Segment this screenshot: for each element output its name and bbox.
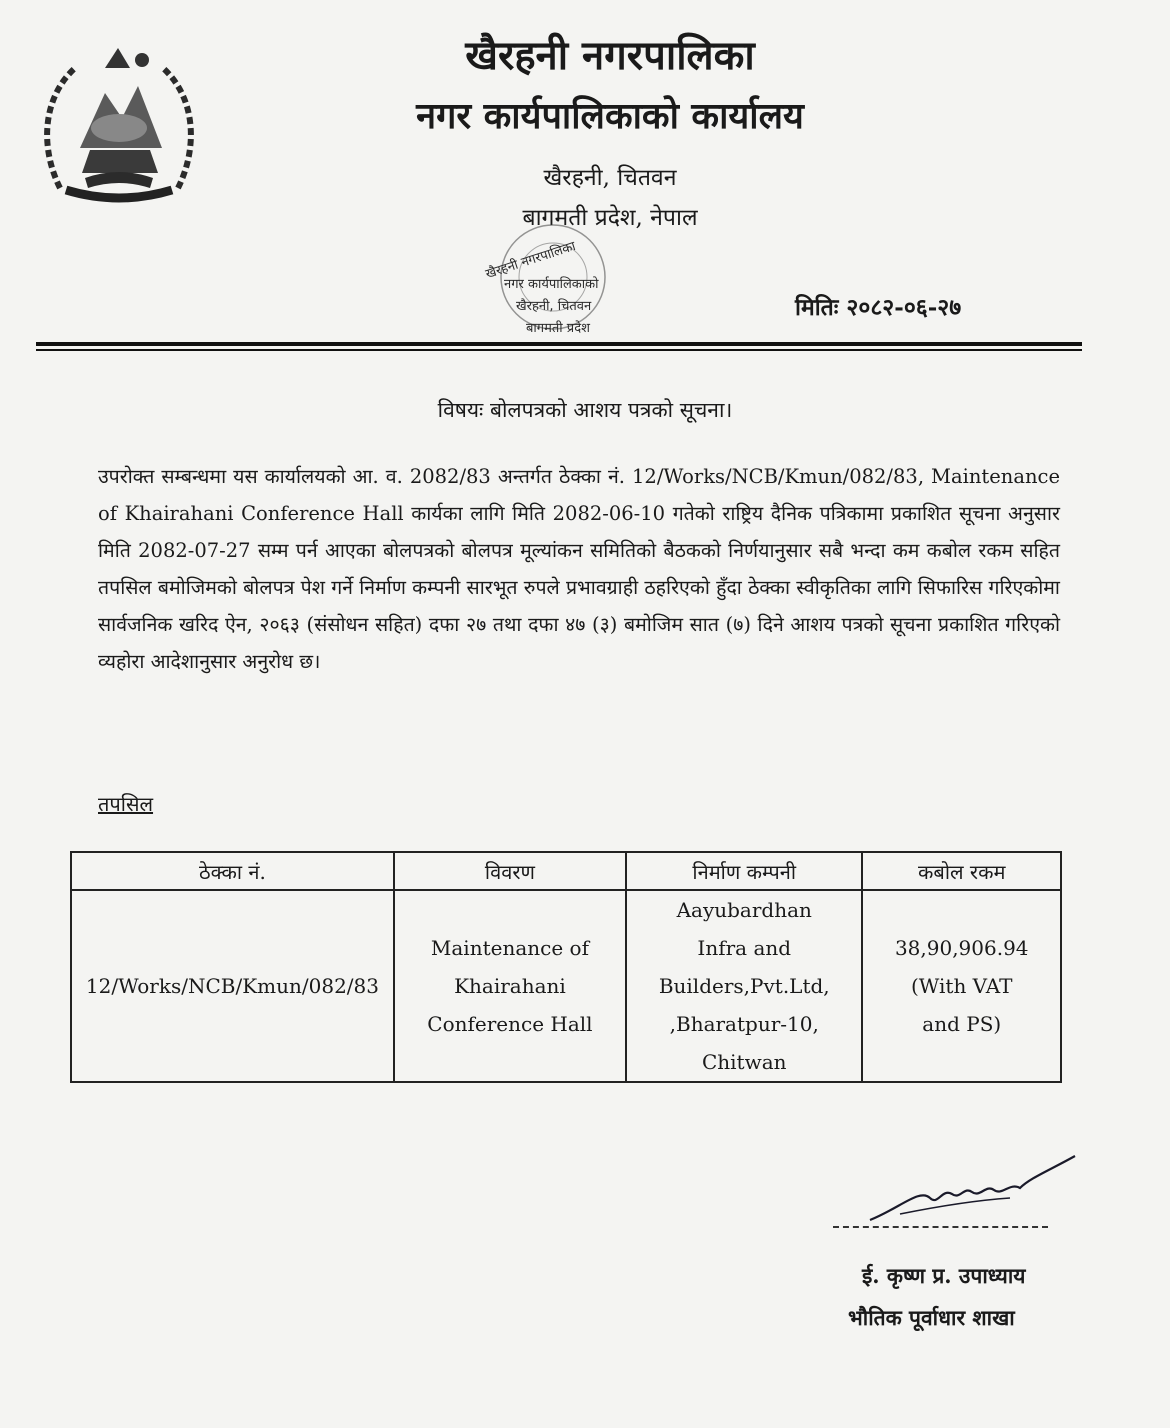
header-amount: कबोल रकम — [862, 852, 1061, 890]
notice-body: उपरोक्त सम्बन्धमा यस कार्यालयको आ. व. 2082/83 अन्तर्गत ठेक्का नं. 12/Works/NCB/Kmun/082/83, Maintenance of Khairahani Conference Hall कार्यका लागि मिति 2082-06-10 गतेको राष्ट्रिय दैनिक पत्रिकामा प्रकाशित सूचना अनुसार मिति 2082-07-27 सम्म पर्न आएका बोलपत्रको बोलपत्र मूल्यांकन समितिको बैठकको निर्णयानुसार सबै भन्दा कम कबोल रकम सहित तपसिल बमोजिमको बोलपत्र पेश गर्ने निर्माण कम्पनी सारभूत रुपले प्रभावग्राही ठहरिएको हुँदा ठेक्का स्वीकृतिका लागि सिफारिस गरिएकोमा सार्वजनिक खरिद ऐन, २०६३ (संसोधन सहित) दफा २७ तथा दफा ४७ (३) बमोजिम सात (७) दिने आशय पत्रको सूचना प्रकाशित गरिएको व्यहोरा आदेशानुसार अनुरोध छ। — [98, 465, 1060, 673]
header-description: विवरण — [394, 852, 626, 890]
stamp-line-3: खैरहनी, चितवन — [516, 299, 592, 314]
contract-no-text: 12/Works/NCB/Kmun/082/83 — [85, 974, 379, 998]
header-divider-thick — [36, 342, 1082, 346]
description-line: Maintenance of — [430, 936, 589, 960]
office-stamp-icon — [468, 222, 638, 352]
company-line: Aayubardhan — [676, 898, 812, 922]
cell-amount — [862, 890, 1061, 1082]
municipality-title: खैरहनी नगरपालिका — [465, 32, 755, 79]
stamp-line-4: बागमती प्रदेश — [526, 321, 590, 336]
stamp-line-2: नगर कार्यपालिकाको — [504, 277, 599, 292]
signature-icon — [860, 1148, 1080, 1228]
address-line-1: खैरहनी, चितवन — [543, 165, 677, 191]
header-divider-thin — [36, 349, 1082, 351]
cell-contract-no — [71, 890, 394, 1082]
description-line: Khairahani — [454, 974, 566, 998]
company-line: Chitwan — [701, 1050, 787, 1074]
company-line: Builders,Pvt.Ltd, — [658, 974, 830, 998]
company-line: ,Bharatpur-10, — [669, 1012, 819, 1036]
office-title: नगर कार्यपालिकाको कार्यालय — [416, 95, 804, 137]
table-header-row — [71, 852, 1061, 890]
amount-line: (With VAT — [911, 974, 1013, 998]
company-line: Infra and — [697, 936, 792, 960]
issue-date: मितिः २०८२-०६-२७ — [795, 294, 962, 321]
subject-line: विषयः बोलपत्रको आशय पत्रको सूचना। — [437, 398, 733, 422]
nepal-emblem-icon — [30, 38, 208, 208]
signature-line — [833, 1226, 1048, 1228]
stamp-line-1: खैरहनी नगरपालिका — [483, 238, 578, 283]
table-row — [71, 890, 1061, 1082]
amount-line: 38,90,906.94 — [894, 936, 1029, 960]
header-company: निर्माण कम्पनी — [626, 852, 862, 890]
header-contract-no: ठेक्का नं. — [71, 852, 394, 890]
tender-table — [70, 851, 1062, 1083]
schedule-heading: तपसिल — [98, 792, 154, 816]
cell-description — [394, 890, 626, 1082]
amount-line: and PS) — [922, 1012, 1002, 1036]
cell-company — [626, 890, 862, 1082]
address-line-2: बागमती प्रदेश, नेपाल — [522, 205, 698, 231]
signer-name: ई. कृष्ण प्र. उपाध्याय — [862, 1263, 1026, 1288]
description-line: Conference Hall — [427, 1012, 593, 1036]
signer-branch: भौतिक पूर्वाधार शाखा — [848, 1305, 1015, 1330]
